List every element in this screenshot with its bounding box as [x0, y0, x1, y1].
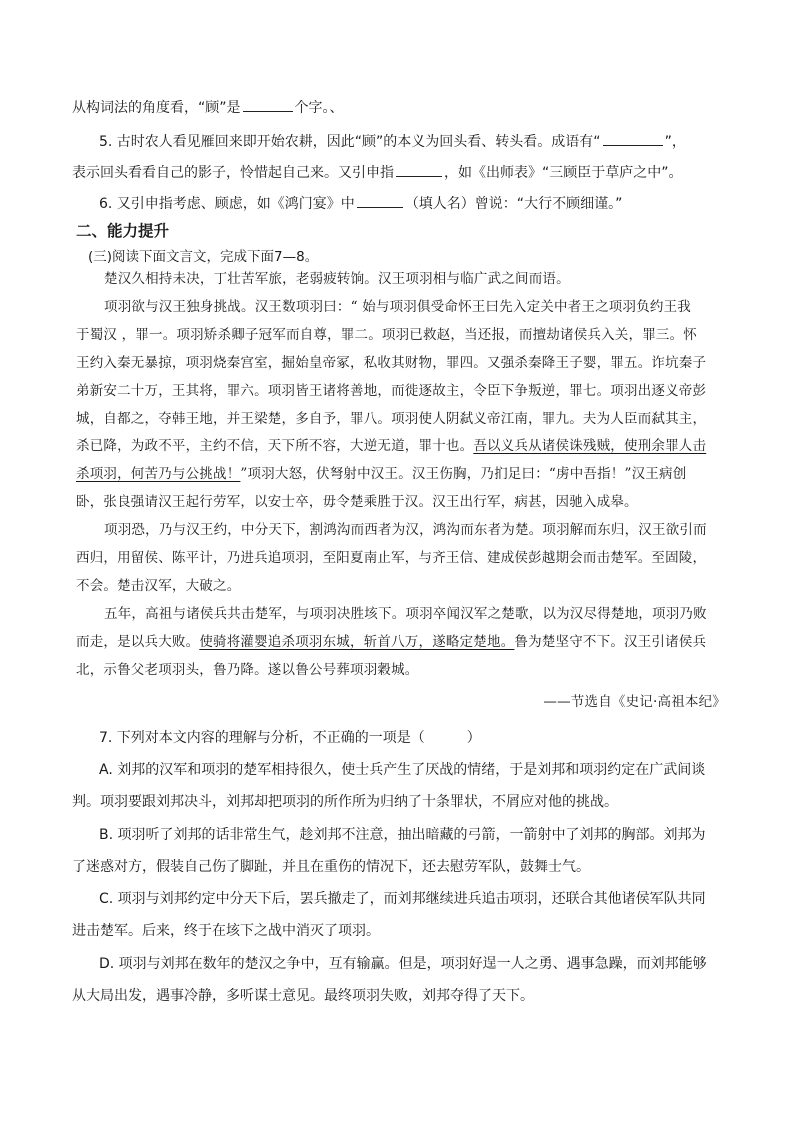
answer-blank	[396, 162, 442, 177]
answer-blank	[243, 97, 293, 112]
passage-line: 于蜀汉 ，罪一。项羽矫杀卿子冠军而自尊，罪二。项羽已救赵，当还报，而擅劫诸侯兵入关，罪三。怀	[76, 327, 697, 343]
passage-line: 楚汉久相持未决，丁壮苦军旅，老弱疲转饷。汉王项羽相与临广武之间而语。	[104, 271, 570, 287]
q6-line: 6. 又引申指考虑、顾虑，如《鸿门宴》中 （填人名）曾说：“大行不顾细谨。”	[99, 193, 800, 213]
q4-line: 从构词法的角度看，“顾”是 个字。、	[72, 97, 800, 117]
underlined-sentence: 吾以义兵从诸侯诛残贼，使刑余罪人击	[473, 438, 707, 454]
passage-line: 王约入秦无暴掠，项羽烧秦宫室，掘始皇帝冢，私收其财物，罪四。又强杀秦降王子婴，罪五。诈坑秦子	[76, 355, 707, 371]
passage-line: 北，示鲁父老项羽头，鲁乃降。遂以鲁公号葬项羽穀城。	[76, 662, 419, 678]
passage-line: 项羽恐，乃与汉王约，中分天下，割鸿沟而西者为汉，鸿沟而东者为楚。项羽解而东归，汉王欲引而	[104, 522, 707, 538]
passage-line: 而走，是以兵大败。使骑将灌婴追杀项羽东城，斩首八万，遂略定楚地。鲁为楚坚守不下。汉王引诸侯兵	[76, 634, 707, 650]
option-b-cont: 了迷惑对方，假装自己伤了脚趾，并且在重伤的情况下，还去慰劳军队，鼓舞士气。	[72, 859, 590, 875]
passage-line: 不会。楚击汉军，大破之。	[76, 578, 241, 594]
passage-line: 杀已降，为政不平，主约不信，天下所不容，大逆无道，罪十也。吾以义兵从诸侯诛残贼，使刑余罪人击	[76, 438, 707, 454]
q5-line-1: 5. 古时农人看见雁回来即开始农耕，因此“顾”的本义为回头看、转头看。成语有“ ”，	[99, 131, 800, 151]
passage-line: 西归，用留侯、陈平计，乃进兵追项羽，至阳夏南止军，与齐王信、建成侯彭越期会而击楚军。至固陵，	[76, 550, 707, 566]
passage-line: 杀项羽，何苦乃与公挑战！”项羽大怒，伏弩射中汉王。汉王伤胸，乃扪足曰：“虏中吾指！”汉王病创	[76, 466, 687, 482]
answer-blank	[357, 193, 403, 208]
option-d: D. 项羽与刘邦在数年的楚汉之争中，互有输赢。但是，项羽好逞一人之勇、遇事急躁，而刘邦能够	[99, 956, 707, 972]
section-heading: 二、能力提升	[76, 222, 170, 240]
underlined-sentence: 使骑将灌婴追杀项羽东城，斩首八万，遂略定楚地。	[199, 634, 515, 650]
option-a: A. 刘邦的汉军和项羽的楚军相持很久，使士兵产生了厌战的情绪，于是刘邦和项羽约定在广武间谈	[99, 762, 706, 778]
option-c: C. 项羽与刘邦约定中分天下后，罢兵撤走了，而刘邦继续进兵追击项羽，还联合其他诸侯军队共同	[99, 891, 706, 907]
answer-blank	[603, 131, 663, 146]
passage-line: 城，自都之，夺韩王地，并王梁楚，多自予，罪八。项羽使人阴弑义帝江南，罪九。夫为人臣而弑其主，	[76, 411, 707, 427]
reading-instruction: (三)阅读下面文言文，完成下面7—8。	[88, 249, 319, 265]
passage-line: 弟新安二十万，王其将，罪六。项羽皆王诸将善地，而徙逐故主，令臣下争叛逆，罪七。项羽出逐义帝彭	[76, 383, 707, 399]
q5-line-2: 表示回头看看自己的影子，怜惜起自己来。又引申指 ，如《出师表》“三顾臣于草庐之中”。	[72, 162, 800, 182]
passage-line: 卧，张良强请汉王起行劳军，以安士卒，毋令楚乘胜于汉。汉王出行军，病甚，因驰入成皋。	[76, 494, 638, 510]
q7-stem: 7. 下列对本文内容的理解与分析，不正确的一项是（ ）	[99, 730, 481, 746]
option-a-cont: 判。项羽要跟刘邦决斗，刘邦却把项羽的所作所为归纳了十条罪状，不屑应对他的挑战。	[72, 794, 618, 810]
passage-line: 项羽欲与汉王独身挑战。汉王数项羽曰：“ 始与项羽俱受命怀王曰先入定关中者王之项羽负约王我	[104, 299, 691, 315]
passage-line: 五年，高祖与诸侯兵共击楚军，与项羽决胜垓下。项羽卒闻汉军之楚歌，以为汉尽得楚地，项羽乃败	[104, 606, 707, 622]
option-b: B. 项羽听了刘邦的话非常生气，趁刘邦不注意，抽出暗藏的弓箭，一箭射中了刘邦的胸部。刘邦为	[99, 827, 706, 843]
option-d-cont: 从大局出发，遇事冷静，多听谋士意见。最终项羽失败，刘邦夺得了天下。	[72, 988, 534, 1004]
passage-source: ——节选自《史记·高祖本纪》	[543, 694, 726, 710]
option-c-cont: 进击楚军。后来，终于在垓下之战中消灭了项羽。	[72, 923, 380, 939]
underlined-sentence: 杀项羽，何苦乃与公挑战！	[76, 466, 241, 482]
